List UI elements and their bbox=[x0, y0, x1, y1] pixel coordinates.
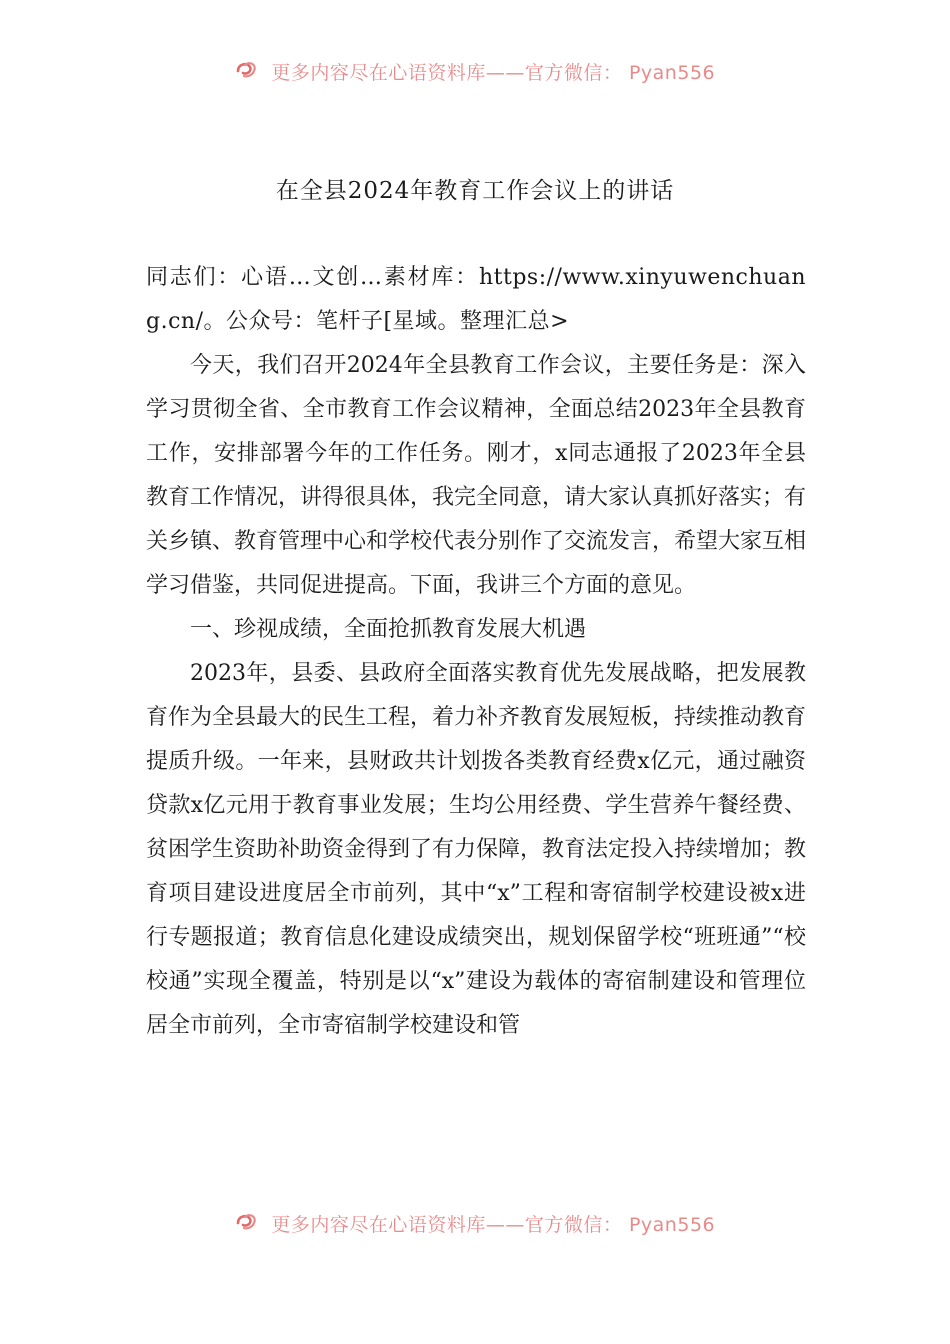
watermark-text: 更多内容尽在心语资料库——官方微信： Pyan556 bbox=[271, 62, 716, 84]
watermark-header bbox=[0, 58, 950, 85]
watermark-footer bbox=[0, 1210, 950, 1237]
paragraph-intro: 今天，我们召开2024年全县教育工作会议，主要任务是：深入学习贯彻全省、全市教育工作会议精神，全面总结2023年全县教育工作，安排部署今年的工作任务。刚才，x同志通报了2023年全县教育工作情况，讲得很具体，我完全同意，请大家认真抓好落实；有关乡镇、教育管理中心和学校代表分别作了交流发言，希望大家互相学习借鉴，共同促进提高。下面，我讲三个方面的意见。 bbox=[146, 353, 807, 598]
red-swirl-logo-icon bbox=[235, 1211, 259, 1236]
paragraph-achievements: 2023年，县委、县政府全面落实教育优先发展战略，把发展教育作为全县最大的民生工程，着力补齐教育发展短板，持续推动教育提质升级。一年来，县财政共计划拨各类教育经费x亿元，通过融资贷款x亿元用于教育事业发展；生均公用经费、学生营养午餐经费、贫困学生资助补助资金得到了有力保障，教育法定投入持续增加；教育项目建设进度居全市前列，其中“x”工程和寄宿制学校建设被x进行专题报道；教育信息化建设成绩突出，规划保留学校“班班通”“校校通”实现全覆盖，特别是以“x”建设为载体的寄宿制建设和管理位居全市前列，全市寄宿制学校建设和管 bbox=[146, 661, 807, 1038]
watermark-text: 更多内容尽在心语资料库——官方微信： Pyan556 bbox=[271, 1214, 716, 1236]
red-swirl-logo-icon bbox=[235, 59, 259, 84]
section-heading-1: 一、珍视成绩，全面抢抓教育发展大机遇 bbox=[190, 617, 587, 642]
salutation-line: 同志们：心语…文创…素材库：https://www.xinyuwenchuang.cn/。公众号：笔杆子[星域。整理汇总> bbox=[146, 265, 806, 334]
document-body bbox=[146, 256, 806, 1048]
page-title: 在全县2024年教育工作会议上的讲话 bbox=[275, 178, 675, 204]
